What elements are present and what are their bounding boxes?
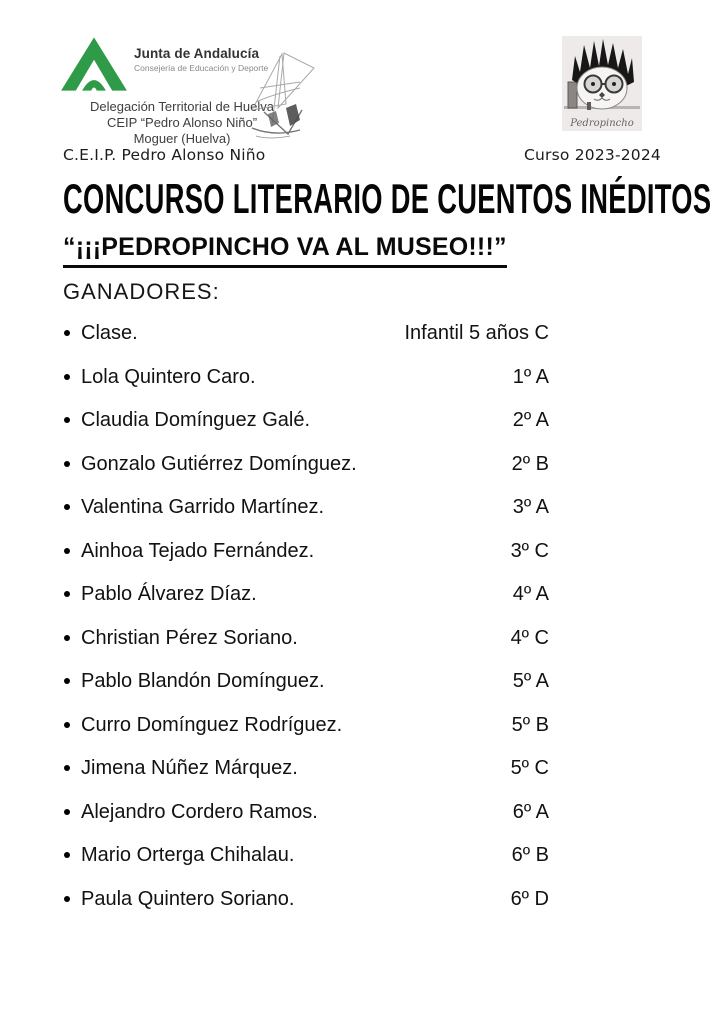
winner-group: 4º A bbox=[512, 583, 549, 605]
winner-name: Mario Orterga Chihalau. bbox=[81, 844, 295, 866]
bullet-icon bbox=[64, 591, 70, 597]
school-name: C.E.I.P. Pedro Alonso Niño bbox=[63, 146, 266, 164]
winner-name: Clase. bbox=[81, 322, 138, 344]
list-item bbox=[64, 757, 549, 801]
org-town: Moguer (Huelva) bbox=[133, 131, 231, 146]
winner-name: Pablo Álvarez Díaz. bbox=[81, 583, 257, 605]
list-item bbox=[64, 844, 549, 888]
bullet-icon bbox=[64, 896, 70, 902]
section-heading-ganadores: GANADORES: bbox=[63, 279, 220, 304]
pedropincho-mascot-image bbox=[562, 36, 642, 131]
winner-group: 3º A bbox=[512, 496, 549, 518]
winner-name: Ainhoa Tejado Fernández. bbox=[81, 539, 315, 562]
winner-name: Claudia Domínguez Galé. bbox=[81, 409, 311, 431]
list-item bbox=[64, 409, 549, 453]
winner-group: 5º A bbox=[512, 670, 549, 692]
bullet-icon bbox=[64, 722, 70, 728]
winners-list bbox=[64, 322, 549, 931]
document-subtitle bbox=[63, 233, 507, 268]
winner-group: Infantil 5 años C bbox=[404, 322, 549, 344]
winner-group: 6º B bbox=[511, 844, 549, 866]
bullet-icon bbox=[64, 635, 70, 641]
winner-name: Pablo Blandón Domínguez. bbox=[81, 670, 325, 692]
winner-name: Alejandro Cordero Ramos. bbox=[81, 800, 318, 823]
winner-name: Paula Quintero Soriano. bbox=[81, 887, 295, 910]
bullet-icon bbox=[64, 548, 70, 554]
winner-group: 5º B bbox=[511, 713, 549, 736]
school-course-line bbox=[63, 146, 661, 164]
winner-name: Valentina Garrido Martínez. bbox=[81, 496, 325, 518]
winner-name: Christian Pérez Soriano. bbox=[81, 626, 298, 649]
document-subtitle-text: “¡¡¡PEDROPINCHO VA AL MUSEO!!!” bbox=[63, 233, 507, 268]
list-item bbox=[64, 801, 549, 845]
course-year: Curso 2023-2024 bbox=[524, 146, 661, 164]
list-item bbox=[64, 540, 549, 584]
junta-andalucia-logo-icon bbox=[58, 36, 130, 97]
list-item bbox=[64, 627, 549, 671]
list-item bbox=[64, 888, 549, 932]
winner-group: 6º A bbox=[512, 800, 549, 823]
list-item bbox=[64, 366, 549, 410]
winner-group: 1º A bbox=[512, 365, 549, 388]
document-title-text: CONCURSO LITERARIO DE CUENTOS INÉDITOS bbox=[63, 175, 712, 222]
winner-group: 5º C bbox=[510, 757, 549, 779]
winner-name: Gonzalo Gutiérrez Domínguez. bbox=[81, 452, 357, 475]
winner-name: Jimena Núñez Márquez. bbox=[81, 757, 298, 779]
list-item bbox=[64, 583, 549, 627]
winner-name: Curro Domínguez Rodríguez. bbox=[81, 713, 343, 736]
mascot-caption: Pedropincho bbox=[570, 118, 634, 129]
list-item bbox=[64, 322, 549, 366]
bullet-icon bbox=[64, 809, 70, 815]
winner-group: 6º D bbox=[510, 887, 549, 910]
bullet-icon bbox=[64, 504, 70, 510]
bullet-icon bbox=[64, 374, 70, 380]
winner-group: 3º C bbox=[510, 539, 549, 562]
list-item bbox=[64, 714, 549, 758]
winner-name: Lola Quintero Caro. bbox=[81, 365, 256, 388]
bullet-icon bbox=[64, 765, 70, 771]
winner-group: 2º B bbox=[511, 452, 549, 475]
list-item bbox=[64, 453, 549, 497]
bullet-icon bbox=[64, 678, 70, 684]
bullet-icon bbox=[64, 417, 70, 423]
org-school: CEIP “Pedro Alonso Niño” bbox=[106, 115, 258, 130]
list-item bbox=[64, 496, 549, 540]
org-delegation: Delegación Territorial de Huelva bbox=[89, 99, 275, 114]
winner-group: 2º A bbox=[512, 409, 549, 431]
bullet-icon bbox=[64, 852, 70, 858]
list-item bbox=[64, 670, 549, 714]
bullet-icon bbox=[64, 461, 70, 467]
bullet-icon bbox=[64, 330, 70, 336]
caravel-sketch-image bbox=[230, 48, 334, 142]
org-department: Consejería de Educación y Deporte bbox=[134, 63, 269, 73]
document-title bbox=[63, 175, 712, 222]
org-name: Junta de Andalucía bbox=[134, 46, 260, 61]
winner-group: 4º C bbox=[510, 626, 549, 649]
